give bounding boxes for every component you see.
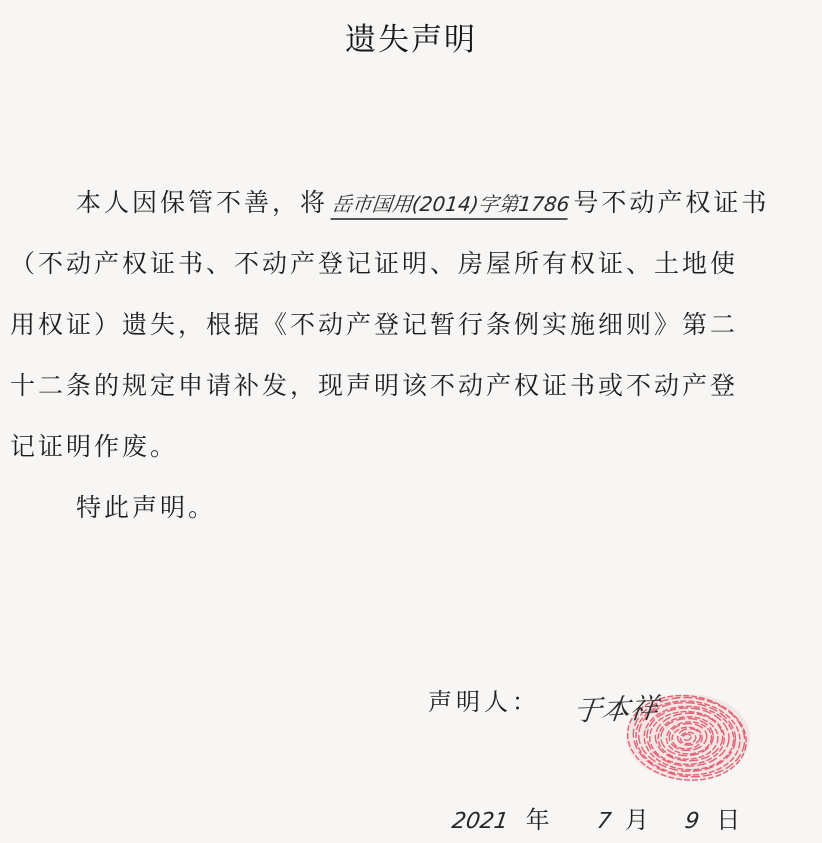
- date-month-label: 月: [624, 806, 649, 834]
- body-line-3: 用权证）遗失，根据《不动产登记暂行条例实施细则》第二: [10, 310, 739, 339]
- date-month: 7: [595, 809, 614, 834]
- date-day-label: 日: [716, 806, 741, 834]
- declarant-signature: 于本祥: [571, 691, 660, 728]
- document-title: 遗失声明: [345, 22, 477, 58]
- body-suffix: 号不动产权证书: [573, 188, 770, 217]
- body-line-2: （不动产权证书、不动产登记证明、房屋所有权证、土地使: [10, 249, 739, 278]
- declaration-body: [10, 172, 816, 538]
- signing-date: [452, 800, 740, 835]
- date-day: 9: [682, 809, 701, 834]
- date-year: 2021: [450, 809, 510, 834]
- declarant-label: 声明人：: [428, 688, 540, 716]
- closing-statement: 特此声明。: [76, 493, 217, 522]
- date-year-label: 年: [525, 806, 550, 834]
- body-line-1: [10, 172, 816, 233]
- body-prefix: 本人因保管不善，将: [76, 188, 329, 217]
- certificate-number-handwritten: 岳市国用(2014)字第1786: [330, 190, 571, 220]
- body-line-4: 十二条的规定申请补发，现声明该不动产权证书或不动产登: [10, 371, 739, 400]
- body-line-5: 记证明作废。: [10, 432, 179, 461]
